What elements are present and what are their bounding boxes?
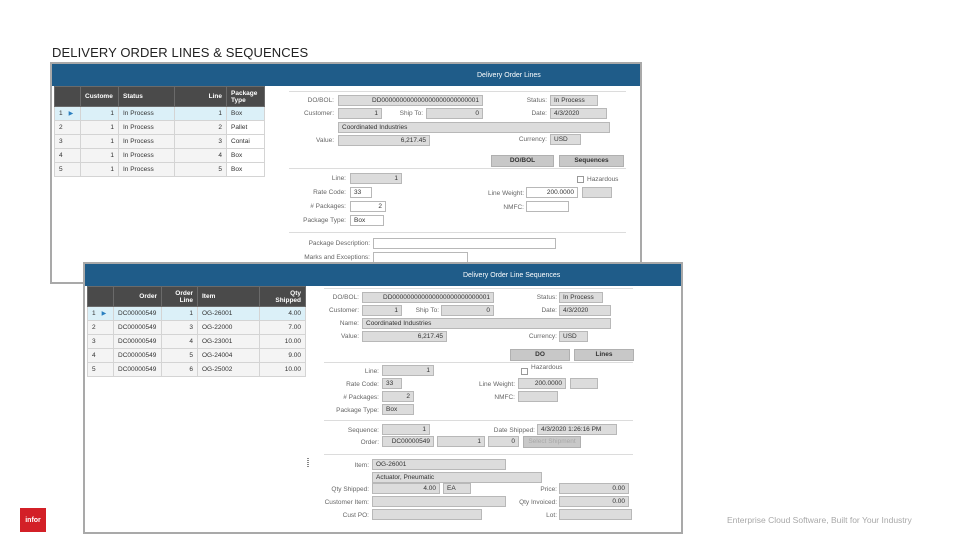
- row-number: 1 ▶: [55, 107, 81, 121]
- lot-label: Lot:: [546, 512, 557, 519]
- cell-package-type: Box: [227, 107, 265, 121]
- cell-package-type: Pallet: [227, 121, 265, 135]
- cell-item: OG-26001: [198, 307, 260, 321]
- packages-field[interactable]: 2: [382, 391, 414, 402]
- value-label: Value:: [341, 333, 359, 340]
- cell-line: 4: [175, 149, 227, 163]
- current-row-arrow-icon: ▶: [68, 111, 74, 117]
- cell-item: OG-25002: [198, 363, 260, 377]
- hazardous-label: Hazardous: [531, 364, 563, 371]
- customer-label: Customer:: [304, 110, 334, 117]
- line-weight-label: Line Weight:: [478, 381, 515, 388]
- status-label: Status:: [536, 294, 557, 301]
- cell-qty-shipped: 9.00: [260, 349, 306, 363]
- rate-code-label: Rate Code:: [346, 381, 379, 388]
- currency-label: Currency:: [518, 136, 547, 143]
- row-number: 2: [88, 321, 114, 335]
- cell-status: In Process: [119, 121, 175, 135]
- rate-code-label: Rate Code:: [313, 189, 346, 196]
- cell-order: DC00000549: [114, 321, 162, 335]
- do-bol-button[interactable]: DO/BOL: [491, 155, 554, 167]
- divider: [324, 420, 633, 421]
- nmfc-label: NMFC:: [494, 394, 515, 401]
- marks-exceptions-label: Marks and Exceptions:: [304, 254, 370, 261]
- cell-qty-shipped: 4.00: [260, 307, 306, 321]
- divider: [324, 454, 633, 455]
- item-label: Item:: [354, 462, 369, 469]
- date-label: Date:: [541, 307, 557, 314]
- row-number: 3: [55, 135, 81, 149]
- rate-code-field[interactable]: 33: [382, 378, 402, 389]
- sequences-button[interactable]: Sequences: [559, 155, 624, 167]
- divider: [289, 91, 626, 92]
- packages-field[interactable]: 2: [350, 201, 386, 212]
- cell-line: 2: [175, 121, 227, 135]
- ship-to-field[interactable]: 0: [441, 305, 494, 316]
- col-header-item[interactable]: Item: [198, 287, 260, 307]
- col-header-package-type[interactable]: Package Type: [227, 87, 265, 107]
- order-release-field[interactable]: 0: [488, 436, 519, 447]
- date-label: Date:: [531, 110, 547, 117]
- status-field[interactable]: In Process: [550, 95, 598, 106]
- do-bol-label: DO/BOL:: [332, 294, 359, 301]
- cell-order: DC00000549: [114, 349, 162, 363]
- col-header-status[interactable]: Status: [119, 87, 175, 107]
- item-field[interactable]: OG-26001: [372, 459, 506, 470]
- row-number: 1 ▶: [88, 307, 114, 321]
- col-header-line[interactable]: Line: [175, 87, 227, 107]
- package-type-label: Package Type:: [303, 217, 346, 224]
- cell-line: 3: [175, 135, 227, 149]
- line-weight-field[interactable]: 200.0000: [518, 378, 566, 389]
- date-field[interactable]: 4/3/2020: [559, 305, 611, 316]
- delivery-order-line-sequences-window: [83, 262, 683, 534]
- col-header-order[interactable]: Order: [114, 287, 162, 307]
- hazardous-checkbox[interactable]: [521, 368, 528, 375]
- order-field[interactable]: DC00000549: [382, 436, 434, 447]
- cust-po-field[interactable]: [372, 509, 482, 520]
- current-row-arrow-icon: ▶: [101, 311, 107, 317]
- divider: [324, 362, 633, 363]
- line-label: Line:: [331, 175, 346, 182]
- line-label: Line:: [364, 368, 379, 375]
- currency-field[interactable]: USD: [559, 331, 588, 342]
- value-field[interactable]: 6,217.45: [362, 331, 447, 342]
- infor-logo: infor: [20, 508, 46, 532]
- cell-customer: 1: [81, 135, 119, 149]
- cell-qty-shipped: 10.00: [260, 363, 306, 377]
- cust-po-label: Cust PO:: [342, 512, 369, 519]
- cell-line: 5: [175, 163, 227, 177]
- row-number: 5: [55, 163, 81, 177]
- package-type-field[interactable]: Box: [350, 215, 384, 226]
- do-bol-field[interactable]: DD000000000000000000000000001: [362, 292, 494, 303]
- packages-label: # Packages:: [310, 203, 346, 210]
- cell-customer: 1: [81, 107, 119, 121]
- col-header-qty-shipped[interactable]: Qty Shipped: [260, 287, 306, 307]
- package-type-label: Package Type:: [336, 407, 379, 414]
- cell-item: OG-23001: [198, 335, 260, 349]
- nmfc-field[interactable]: [526, 201, 569, 212]
- row-number: 4: [88, 349, 114, 363]
- qty-shipped-label: Qty Shipped:: [331, 486, 369, 493]
- rate-code-field[interactable]: 33: [350, 187, 372, 198]
- line-field[interactable]: 1: [350, 173, 402, 184]
- cell-order-line: 3: [162, 321, 198, 335]
- cell-order: DC00000549: [114, 363, 162, 377]
- customer-field[interactable]: 1: [362, 305, 402, 316]
- hazardous-checkbox[interactable]: [577, 176, 584, 183]
- package-description-field[interactable]: [373, 238, 556, 249]
- cell-qty-shipped: 10.00: [260, 335, 306, 349]
- value-field[interactable]: 6,217.45: [338, 135, 430, 146]
- do-button[interactable]: DO: [510, 349, 570, 361]
- status-label: Status:: [526, 97, 547, 104]
- name-field[interactable]: Coordinated Industries: [362, 318, 611, 329]
- order-line-field[interactable]: 1: [437, 436, 485, 447]
- sequences-form: [85, 264, 685, 536]
- col-header-order-line[interactable]: Order Line: [162, 287, 198, 307]
- cell-package-type: Box: [227, 163, 265, 177]
- line-field[interactable]: 1: [382, 365, 434, 376]
- sequence-field[interactable]: 1: [382, 424, 430, 435]
- customer-name-field[interactable]: Coordinated Industries: [338, 122, 610, 133]
- weight-unit-field[interactable]: [582, 187, 612, 198]
- divider: [289, 168, 626, 169]
- ship-to-field[interactable]: 0: [426, 108, 483, 119]
- name-label: Name:: [339, 320, 359, 327]
- do-bol-label: DO/BOL:: [307, 97, 334, 104]
- row-number: 5: [88, 363, 114, 377]
- cell-line: 1: [175, 107, 227, 121]
- cell-package-type: Contai: [227, 135, 265, 149]
- cell-item: OG-24004: [198, 349, 260, 363]
- currency-label: Currency:: [528, 333, 557, 340]
- lot-field[interactable]: [559, 509, 632, 520]
- sequence-label: Sequence:: [347, 427, 379, 434]
- cell-status: In Process: [119, 149, 175, 163]
- customer-field[interactable]: 1: [338, 108, 382, 119]
- delivery-order-lines-window: [50, 62, 642, 284]
- col-header-customer[interactable]: Custome: [81, 87, 119, 107]
- customer-label: Customer:: [329, 307, 359, 314]
- divider: [324, 288, 633, 289]
- date-field[interactable]: 4/3/2020: [550, 108, 607, 119]
- order-label: Order:: [360, 439, 379, 446]
- date-shipped-field[interactable]: 4/3/2020 1:26:16 PM: [537, 424, 617, 435]
- item-description-field[interactable]: Actuator, Pneumatic: [372, 472, 542, 483]
- row-number: 2: [55, 121, 81, 135]
- packages-label: # Packages:: [343, 394, 379, 401]
- cell-order: DC00000549: [114, 335, 162, 349]
- package-type-field[interactable]: Box: [382, 404, 414, 415]
- cell-package-type: Box: [227, 149, 265, 163]
- package-description-label: Package Description:: [308, 240, 370, 247]
- tagline: Enterprise Cloud Software, Built for Your Industry: [727, 515, 912, 525]
- cell-status: In Process: [119, 163, 175, 177]
- price-field[interactable]: 0.00: [559, 483, 629, 494]
- qty-invoiced-field[interactable]: 0.00: [559, 496, 629, 507]
- do-bol-field[interactable]: DD000000000000000000000000001: [338, 95, 483, 106]
- nmfc-label: NMFC:: [503, 204, 524, 211]
- lines-button[interactable]: Lines: [574, 349, 634, 361]
- lines-form: [52, 64, 644, 286]
- slide-title: DELIVERY ORDER LINES & SEQUENCES: [52, 45, 309, 60]
- cell-order-line: 6: [162, 363, 198, 377]
- row-number: 4: [55, 149, 81, 163]
- select-shipment-button[interactable]: Select Shipment: [523, 436, 581, 448]
- hazardous-label: Hazardous: [587, 176, 619, 183]
- cell-item: OG-22000: [198, 321, 260, 335]
- date-shipped-label: Date Shipped:: [493, 427, 535, 434]
- cell-customer: 1: [81, 121, 119, 135]
- qty-invoiced-label: Qty Invoiced:: [519, 499, 557, 506]
- cell-status: In Process: [119, 107, 175, 121]
- line-weight-label: Line Weight:: [487, 190, 524, 197]
- status-field[interactable]: In Process: [559, 292, 603, 303]
- currency-field[interactable]: USD: [550, 134, 581, 145]
- cell-order: DC00000549: [114, 307, 162, 321]
- window-title: Delivery Order Lines: [477, 71, 541, 79]
- cell-order-line: 1: [162, 307, 198, 321]
- price-label: Price:: [540, 486, 557, 493]
- customer-item-label: Customer Item:: [324, 499, 369, 506]
- window-title: Delivery Order Line Sequences: [463, 271, 561, 279]
- cell-qty-shipped: 7.00: [260, 321, 306, 335]
- uom-field[interactable]: EA: [443, 483, 471, 494]
- cell-status: In Process: [119, 135, 175, 149]
- weight-unit-field[interactable]: [570, 378, 598, 389]
- cell-customer: 1: [81, 163, 119, 177]
- ship-to-label: Ship To:: [415, 307, 439, 314]
- row-number: 3: [88, 335, 114, 349]
- nmfc-field[interactable]: [518, 391, 558, 402]
- qty-shipped-field[interactable]: 4.00: [372, 483, 440, 494]
- cell-order-line: 5: [162, 349, 198, 363]
- line-weight-field[interactable]: 200.0000: [526, 187, 578, 198]
- cell-order-line: 4: [162, 335, 198, 349]
- divider: [289, 232, 626, 233]
- cell-customer: 1: [81, 149, 119, 163]
- customer-item-field[interactable]: [372, 496, 506, 507]
- value-label: Value:: [316, 137, 334, 144]
- ship-to-label: Ship To:: [399, 110, 423, 117]
